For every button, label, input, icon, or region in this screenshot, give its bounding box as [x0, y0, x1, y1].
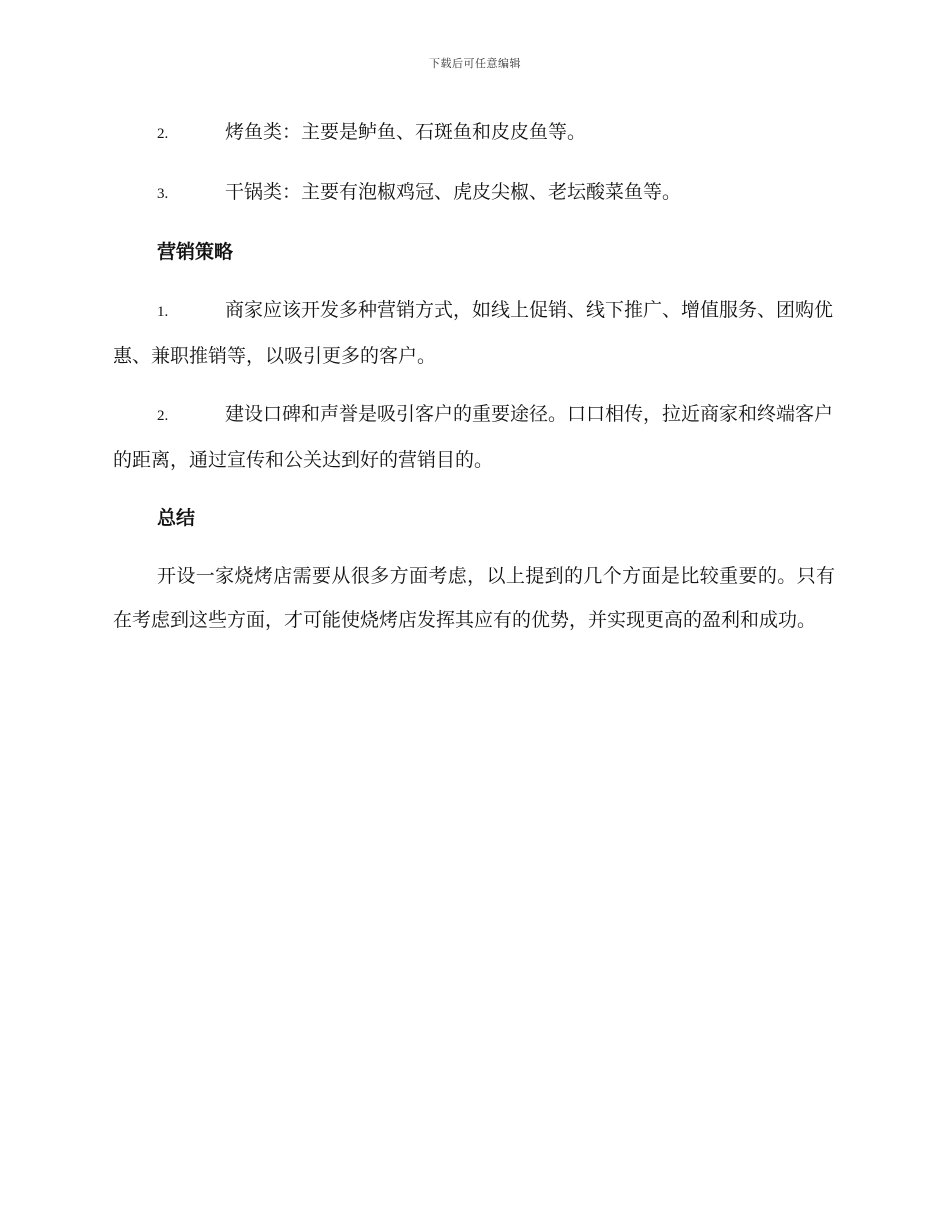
- list-text: 商家应该开发多种营销方式，如线上促销、线下推广、增值服务、团购优惠、兼职推销等，以吸引更多的客户。: [113, 299, 834, 367]
- list-item: [113, 170, 835, 216]
- list-number: 1.: [157, 304, 169, 320]
- list-number: 2.: [157, 126, 169, 142]
- list-item: [113, 392, 835, 482]
- list-text: 烤鱼类：主要是鲈鱼、石斑鱼和皮皮鱼等。: [225, 121, 587, 143]
- list-number: 2.: [157, 408, 169, 424]
- list-item: [113, 288, 835, 378]
- list-text: 干锅类：主要有泡椒鸡冠、虎皮尖椒、老坛酸菜鱼等。: [225, 181, 682, 203]
- section-heading-marketing: 营销策略: [157, 241, 234, 263]
- section-heading-summary: 总结: [157, 507, 196, 529]
- list-number: 3.: [157, 186, 169, 202]
- list-item: [113, 110, 835, 156]
- summary-paragraph: 开设一家烧烤店需要从很多方面考虑，以上提到的几个方面是比较重要的。只有在考虑到这些方面，才可能使烧烤店发挥其应有的优势，并实现更高的盈利和成功。: [113, 565, 835, 631]
- document-body: [113, 110, 835, 642]
- list-text: 建设口碑和声誉是吸引客户的重要途径。口口相传，拉近商家和终端客户的距离，通过宣传和公关达到好的营销目的。: [113, 403, 834, 471]
- page-header: 下载后可任意编辑: [429, 57, 521, 70]
